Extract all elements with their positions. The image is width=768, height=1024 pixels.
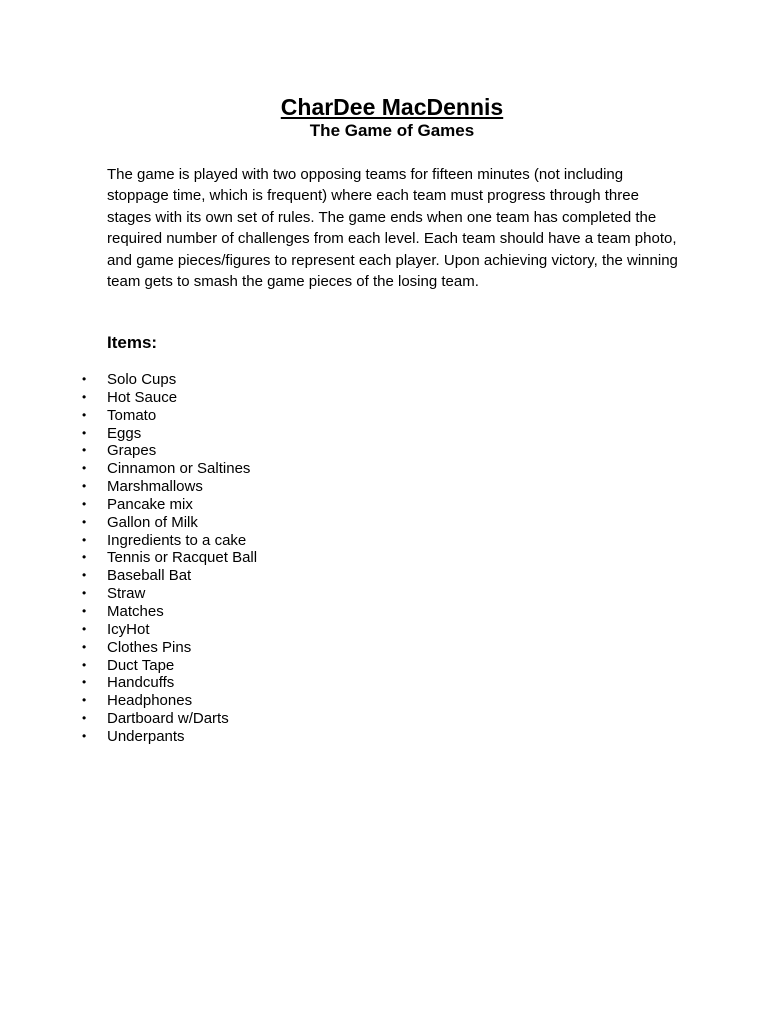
list-item-text: Handcuffs [107,674,175,692]
list-item-text: IcyHot [107,620,150,638]
list-item-text: Ingredients to a cake [107,531,247,549]
list-item-text: Cinnamon or Saltines [107,460,251,478]
list-item-text: Hot Sauce [107,388,178,406]
items-heading: Items: [107,333,158,352]
items-list [0,371,257,746]
bullet-icon: • [82,550,87,565]
list-item [0,478,257,496]
list-item [0,657,257,675]
list-item-text: Tomato [107,406,157,424]
list-item-text: Duct Tape [107,656,175,674]
bullet-icon: • [82,586,87,601]
list-item [0,639,257,657]
bullet-icon: • [82,728,87,743]
bullet-icon: • [82,532,87,547]
list-item [0,442,257,460]
list-item-text: Dartboard w/Darts [107,710,229,728]
list-item-text: Marshmallows [107,478,203,496]
document-title: CharDee MacDennis [280,94,504,120]
list-item-text: Headphones [107,692,193,710]
list-item-text: Eggs [107,424,142,442]
bullet-icon: • [82,389,87,404]
list-item [0,496,257,514]
list-item [0,425,257,443]
bullet-icon: • [82,479,87,494]
list-item [0,603,257,621]
list-item [0,371,257,389]
list-item [0,585,257,603]
bullet-icon: • [82,461,87,476]
list-item [0,710,257,728]
bullet-icon: • [82,603,87,618]
list-item [0,621,257,639]
bullet-icon: • [82,443,87,458]
list-item [0,567,257,585]
bullet-icon: • [82,711,87,726]
list-item [0,692,257,710]
list-item-text: Gallon of Milk [107,513,198,531]
bullet-icon: • [82,407,87,422]
bullet-icon: • [82,496,87,511]
bullet-icon: • [82,639,87,654]
list-item-text: Underpants [107,727,185,745]
list-item [0,460,257,478]
bullet-icon: • [82,693,87,708]
bullet-icon: • [82,514,87,529]
list-item [0,549,257,567]
list-item-text: Solo Cups [107,371,177,388]
list-item-text: Grapes [107,442,157,460]
document-subtitle: The Game of Games [309,121,475,140]
bullet-icon: • [82,657,87,672]
bullet-icon: • [82,425,87,440]
list-item-text: Baseball Bat [107,567,192,585]
bullet-icon: • [82,568,87,583]
list-item-text: Tennis or Racquet Ball [107,549,258,567]
list-item [0,407,257,425]
intro-paragraph: The game is played with two opposing teams for fifteen minutes (not including stoppage time, which is frequent) where each team must progress through three stages with its own set of rules. The game ends when one team has completed the required number of challenges from each level. Each team should have a team photo, and game pieces/figures to represent each player. Upon achieving victory, the winning team gets to smash the game pieces of the losing team. [107,166,678,291]
list-item-text: Matches [107,602,164,620]
list-item [0,514,257,532]
list-item [0,674,257,692]
bullet-icon: • [82,675,87,690]
list-item [0,532,257,550]
list-item [0,389,257,407]
list-item [0,728,257,746]
bullet-icon: • [82,621,87,636]
bullet-icon: • [82,372,87,386]
list-item-text: Pancake mix [107,495,193,513]
list-item-text: Clothes Pins [107,638,192,656]
list-item-text: Straw [107,585,146,603]
